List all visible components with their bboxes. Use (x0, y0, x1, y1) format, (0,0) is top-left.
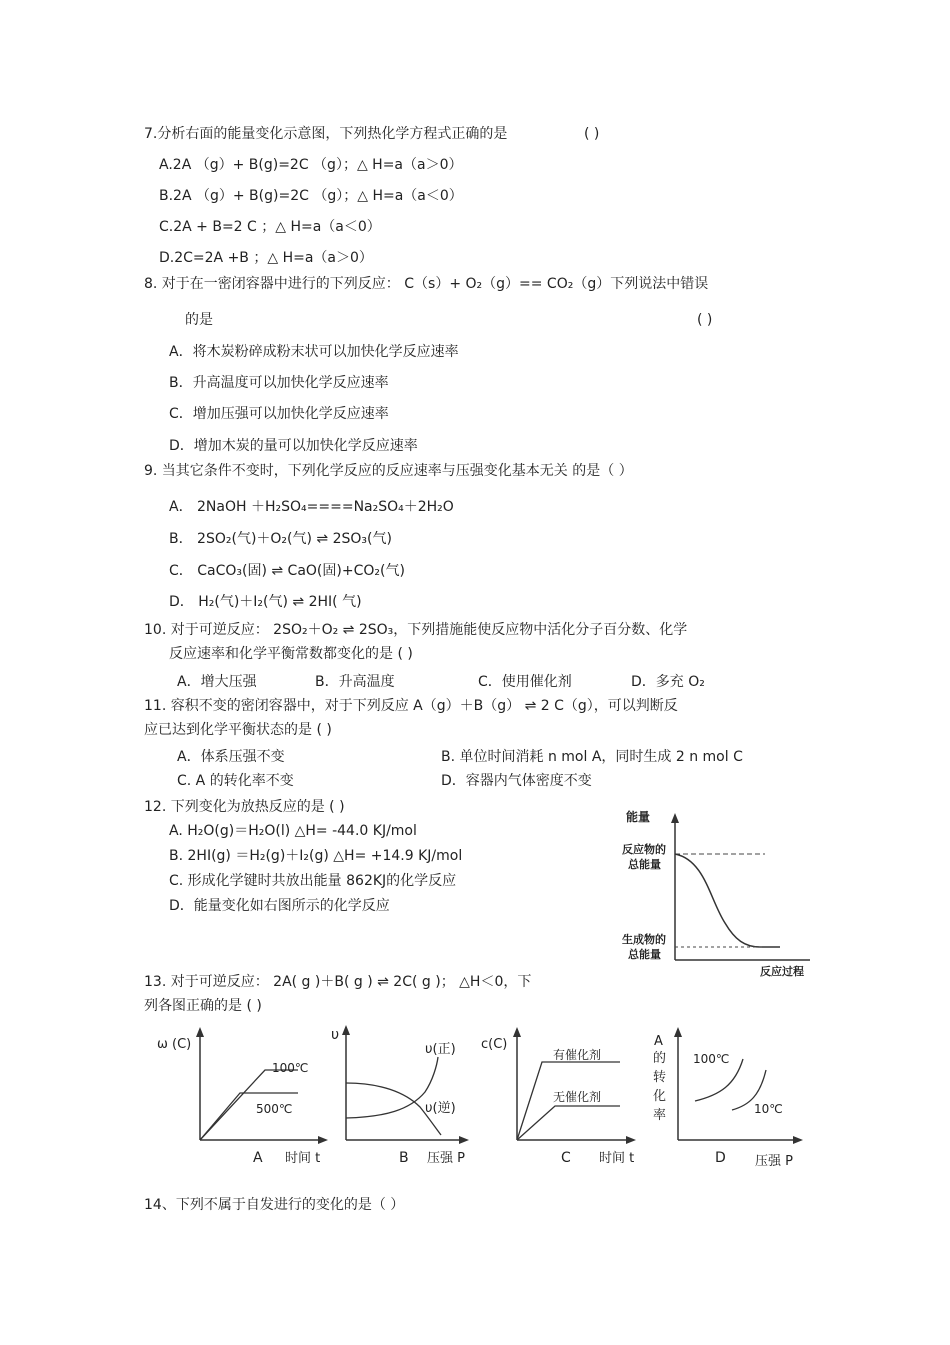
graph-b (325, 1025, 485, 1170)
q12-stem: 12. 下列变化为放热反应的是 ( ) (144, 799, 345, 815)
q11-option-d: D．容器内气体密度不变 (441, 773, 592, 789)
q9-stem: 9. 当其它条件不变时，下列化学反应的反应速率与压强变化基本无关 的是（ ） (144, 463, 633, 479)
graph-d-x-arrow (793, 1136, 803, 1144)
q9-option-a: A． 2NaOH ＋H₂SO₄====Na₂SO₄＋2H₂O (169, 499, 454, 515)
q12-option-a: A. H₂O(g)＝H₂O(l) △H= -44.0 KJ/mol (169, 823, 417, 839)
q11-stem-cont: 应已达到化学平衡状态的是 ( ) (144, 722, 332, 738)
graph-a-curve-500 (200, 1093, 298, 1140)
graph-d-y-char-3: 转 (653, 1070, 667, 1085)
q8-stem-cont: 的是 (185, 312, 213, 328)
q13-stem-cont: 列各图正确的是 ( ) (144, 998, 262, 1014)
q11-option-c: C. A 的转化率不变 (177, 773, 294, 789)
energy-reactant-label-2: 总能量 (628, 858, 661, 871)
graph-d-label-10: 10℃ (754, 1102, 783, 1116)
energy-curve (675, 854, 780, 947)
q7-stem: 7.分析右面的能量变化示意图，下列热化学方程式正确的是 (144, 126, 508, 142)
q7-option-b: B.2A （g）+ B(g)=2C （g）；△ H=a（a＜0） (159, 188, 463, 204)
energy-y-label: 能量 (626, 810, 651, 824)
graph-b-label-reverse: υ(逆) (425, 1101, 456, 1116)
q8-option-b: B．升高温度可以加快化学反应速率 (169, 375, 389, 391)
graph-c-label-catalyst: 有催化剂 (553, 1048, 602, 1062)
q7-option-a: A.2A （g）+ B(g)=2C （g）；△ H=a（a＞0） (159, 157, 463, 173)
q10-option-a: A．增大压强 (177, 674, 257, 690)
graph-c-x-label: 时间 t (599, 1151, 635, 1166)
graph-a-y-arrow (196, 1027, 204, 1037)
q11-stem: 11. 容积不变的密闭容器中，对于下列反应 A（g）＋B（g） ⇌ 2 C（g），可以判断反 (144, 698, 678, 714)
q9-option-c: C． CaCO₃(固) ⇌ CaO(固)+CO₂(气) (169, 563, 405, 579)
graph-d-label-100: 100℃ (693, 1052, 730, 1066)
q9-option-d: D． H₂(气)＋I₂(气) ⇌ 2HI( 气) (169, 594, 362, 610)
graph-c-x-arrow (626, 1136, 636, 1144)
q8-option-a: A．将木炭粉碎成粉末状可以加快化学反应速率 (169, 344, 459, 360)
graph-b-y-label: υ (331, 1027, 340, 1043)
graph-d-y-char-4: 化 (653, 1089, 667, 1104)
q11-option-b: B. 单位时间消耗 n mol A，同时生成 2 n mol C (441, 749, 743, 765)
q10-stem: 10. 对于可逆反应： 2SO₂＋O₂ ⇌ 2SO₃，下列措施能使反应物中活化分子百分数、化学 (144, 622, 688, 638)
graph-d-x-label: 压强 P (755, 1154, 793, 1169)
q12-option-d: D．能量变化如右图所示的化学反应 (169, 898, 390, 914)
q10-option-c: C．使用催化剂 (478, 674, 572, 690)
q8-stem: 8. 对于在一密闭容器中进行的下列反应： C（s）+ O₂（g）== CO₂（g）下列说法中错误 (144, 276, 709, 292)
graph-a-x-label: 时间 t (285, 1151, 321, 1166)
graph-d-y-arrow (674, 1027, 682, 1037)
q8-option-c: C．增加压强可以加快化学反应速率 (169, 406, 389, 422)
graph-d (645, 1025, 815, 1170)
graph-c (480, 1025, 640, 1170)
q14-stem: 14、下列不属于自发进行的变化的是（ ） (144, 1197, 405, 1213)
q8-bracket: ( ) (697, 312, 713, 328)
q12-option-b: B. 2HI(g) ＝H₂(g)＋I₂(g) △H= +14.9 KJ/mol (169, 848, 463, 864)
graph-a-y-label: ω (C) (157, 1037, 192, 1052)
graph-a-letter: A (253, 1150, 263, 1166)
q13-stem: 13. 对于可逆反应： 2A( g )＋B( g ) ⇌ 2C( g )； △H＜0，下 (144, 974, 532, 990)
energy-product-label: 生成物的 (622, 933, 666, 946)
q11-option-a: A．体系压强不变 (177, 749, 285, 765)
graph-c-letter: C (561, 1150, 571, 1166)
q10-option-b: B．升高温度 (315, 674, 395, 690)
graph-a-label-100: 100℃ (272, 1061, 309, 1075)
q9-option-b: B． 2SO₂(气)＋O₂(气) ⇌ 2SO₃(气) (169, 531, 392, 547)
q7-option-d: D.2C=2A +B ；△ H=a（a＞0） (159, 250, 373, 266)
graph-c-y-label: c(C) (481, 1037, 508, 1052)
graph-b-letter: B (399, 1150, 409, 1166)
q12-option-c: C. 形成化学键时共放出能量 862KJ的化学反应 (169, 873, 457, 889)
graph-d-y-char-2: 的 (653, 1051, 667, 1066)
q10-option-d: D．多充 O₂ (631, 674, 705, 690)
q8-option-d: D．增加木炭的量可以加快化学反应速率 (169, 438, 418, 454)
graph-a (150, 1025, 330, 1170)
graph-b-label-forward: υ(正) (425, 1042, 456, 1057)
graph-d-y-char-5: 率 (653, 1108, 667, 1123)
graph-d-y-char-1: A (654, 1034, 663, 1049)
energy-x-label: 反应过程 (760, 965, 804, 978)
graph-c-curve-no-catalyst (517, 1106, 620, 1140)
energy-product-label-2: 总能量 (628, 948, 661, 961)
graph-d-letter: D (715, 1150, 726, 1166)
energy-reactant-label: 反应物的 (622, 843, 666, 856)
q10-stem-cont: 反应速率和化学平衡常数都变化的是 ( ) (169, 646, 413, 662)
energy-y-arrow (671, 813, 679, 823)
graph-c-label-no-catalyst: 无催化剂 (553, 1090, 602, 1104)
graph-c-y-arrow (513, 1027, 521, 1037)
q7-bracket: ( ) (584, 126, 600, 142)
graph-b-y-arrow (342, 1025, 350, 1035)
graph-b-x-arrow (459, 1136, 469, 1144)
graph-a-label-500: 500℃ (256, 1102, 293, 1116)
graph-b-x-label: 压强 P (427, 1151, 465, 1166)
energy-diagram (610, 805, 820, 980)
q7-option-c: C.2A + B=2 C ；△ H=a（a＜0） (159, 219, 381, 235)
